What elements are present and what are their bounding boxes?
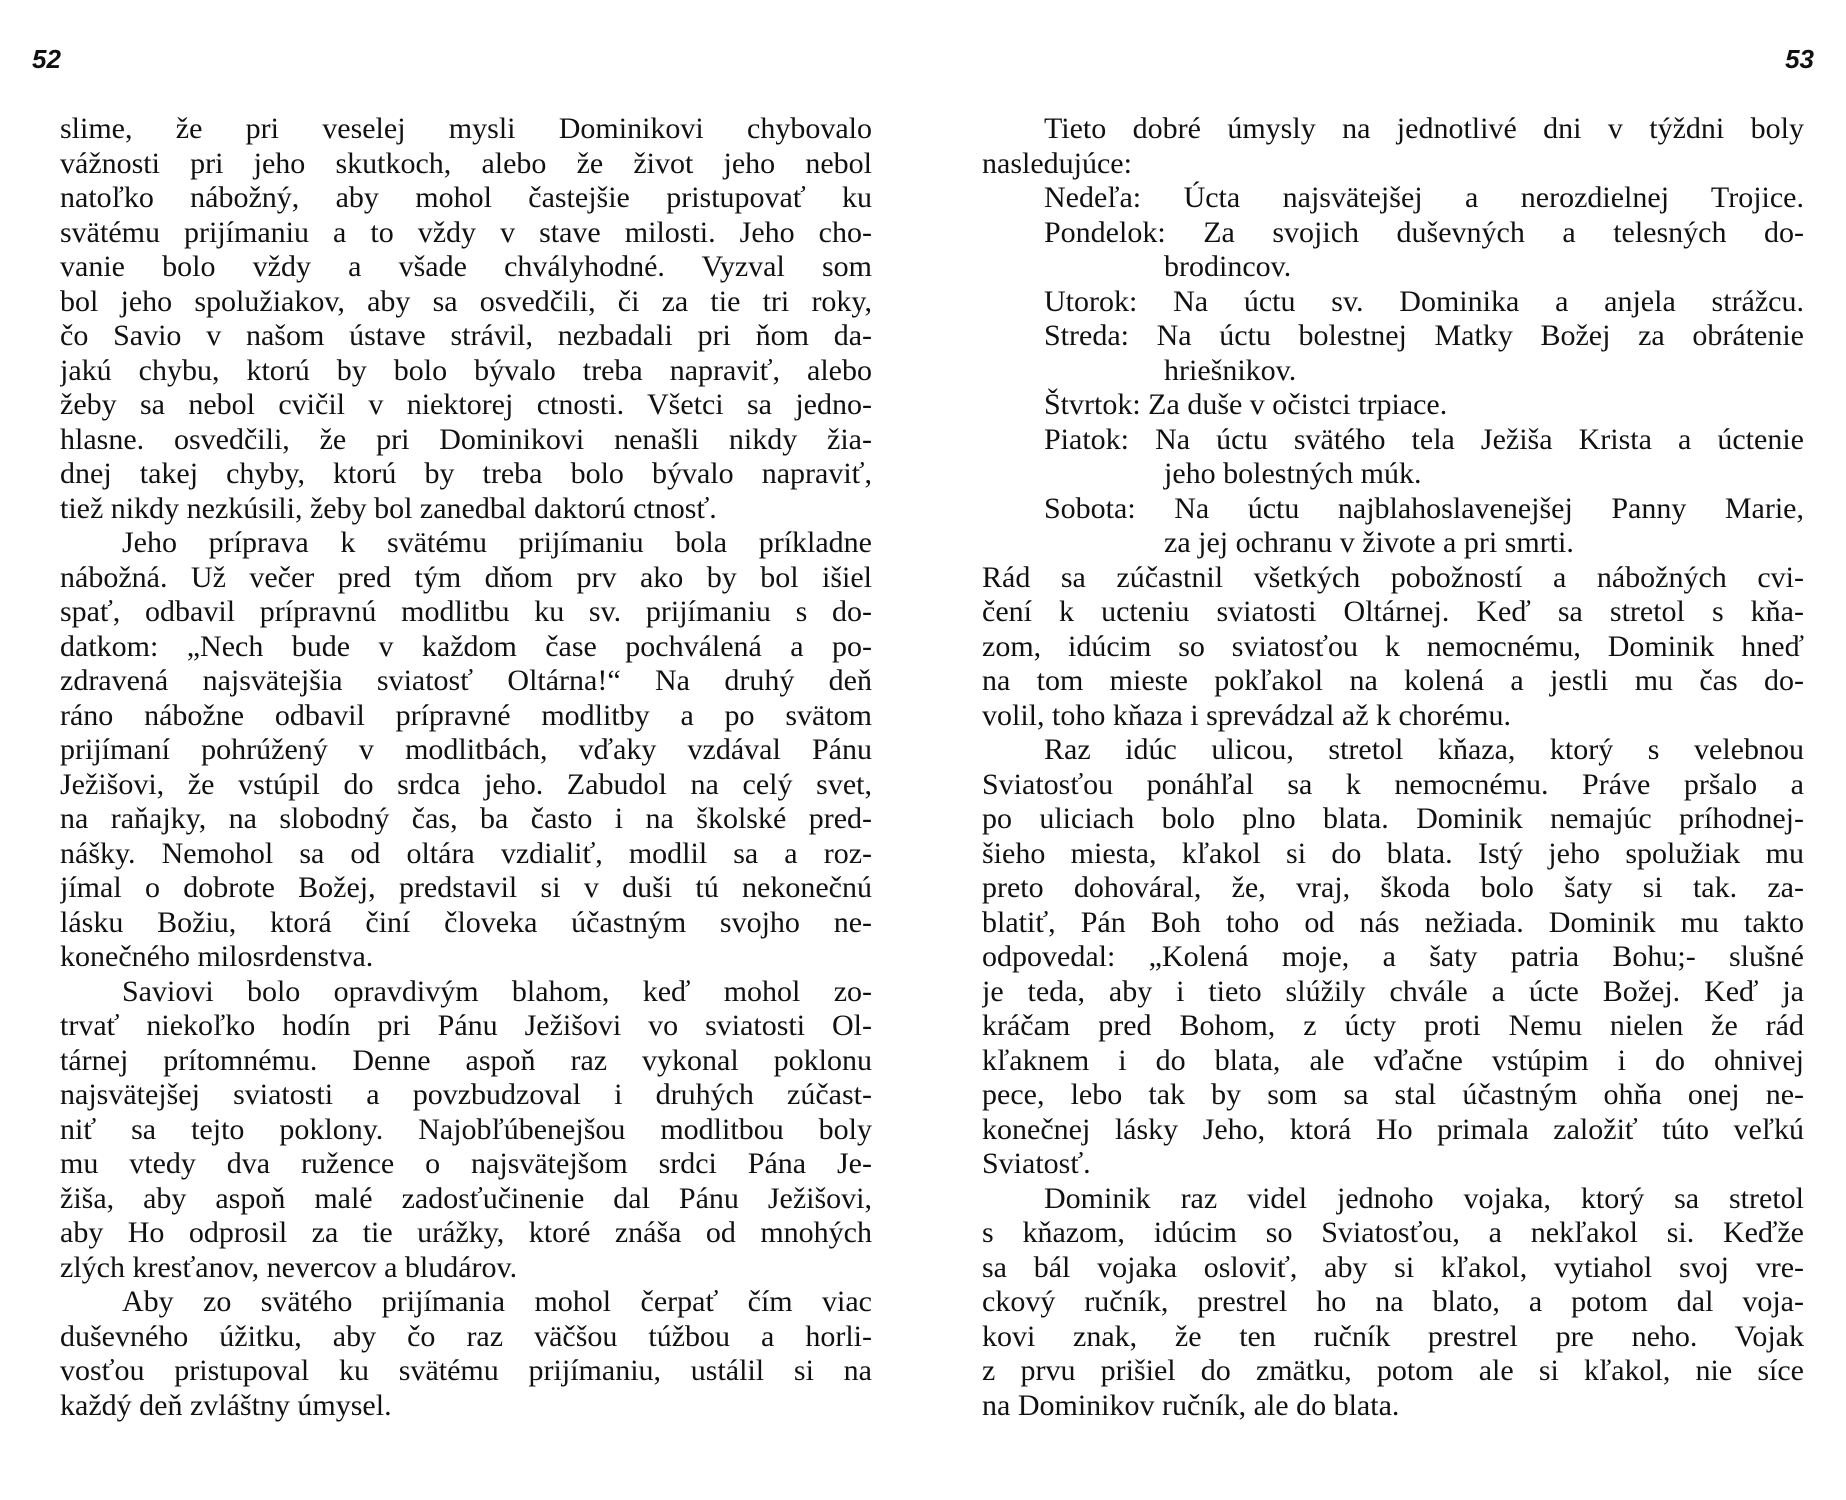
text-line: Sviatosť. <box>982 1147 1091 1180</box>
text-line: na Dominikov ručník, ale do blata. <box>982 1388 1400 1422</box>
text-line: zom, idúcim so sviatosťou k nemocnému, Dominik hneď <box>982 629 1804 663</box>
text-line: duševného úžitku, aby čo raz väčšou túžbou a horli- <box>60 1319 872 1353</box>
text-line: Pondelok: Za svojich duševných a telesných do- <box>1044 215 1804 249</box>
text-line: Aby zo svätého prijímania mohol čerpať čím viac <box>122 1285 872 1318</box>
text-line: spať, odbavil prípravnú modlitbu ku sv. prijímaniu s do- <box>60 595 872 628</box>
text-line: bol jeho spolužiakov, aby sa osvedčili, či za tie tri roky, <box>60 284 872 318</box>
text-line: tiež nikdy nezkúsili, žeby bol zanedbal daktorú ctnosť. <box>60 491 717 525</box>
text-line: nášky. Nemohol sa od oltára vzdialiť, modlil sa a roz- <box>60 836 872 870</box>
text-line: Sviatosťou ponáhľal sa k nemocnému. Práve pršalo a <box>982 767 1804 801</box>
text-line: blatiť, Pán Boh toho od nás nežiada. Dominik mu takto <box>982 905 1804 939</box>
text-line: kľaknem i do blata, ale vďačne vstúpim i do ohnivej <box>982 1043 1804 1077</box>
text-line: nábožná. Už večer pred tým dňom prv ako by bol išiel <box>60 560 872 594</box>
text-line: každý deň zvláštny úmysel. <box>60 1388 392 1422</box>
text-line: trvať niekoľko hodín pri Pánu Ježišovi vo sviatosti Ol- <box>60 1009 872 1042</box>
text-line: hlasne. osvedčili, že pri Dominikovi nenašli nikdy žia- <box>60 422 872 456</box>
text-line: kovi znak, že ten ručník prestrel pre neho. Vojak <box>982 1319 1804 1353</box>
text-line: hriešnikov. <box>1164 353 1297 387</box>
text-line: ckový ručník, prestrel ho na blato, a potom dal voja- <box>982 1285 1804 1318</box>
text-line: tárnej prítomnému. Denne aspoň raz vykonal poklonu <box>60 1043 872 1077</box>
text-line: ráno nábožne odbavil prípravné modlitby a po svätom <box>60 698 872 732</box>
text-line: konečného milosrdenstva. <box>60 940 374 973</box>
text-line: na tom mieste pokľakol na kolená a jestli mu čas do- <box>982 664 1804 697</box>
text-line: nasledujúce: <box>982 146 1132 180</box>
text-line: natoľko nábožný, aby mohol častejšie pristupovať ku <box>60 181 872 214</box>
text-line: aby Ho odprosil za tie urážky, ktoré znáša od mnohých <box>60 1216 872 1249</box>
text-line: pece, lebo tak by som sa stal účastným ohňa onej ne- <box>982 1078 1804 1111</box>
text-line: jeho bolestných múk. <box>1164 457 1422 490</box>
text-line: jímal o dobrote Božej, predstavil si v duši tú nekonečnú <box>60 871 872 904</box>
text-line: Piatok: Na úctu svätého tela Ježiša Krista a úctenie <box>1044 422 1804 456</box>
text-line: datkom: „Nech bude v každom čase pochválená a po- <box>60 629 872 663</box>
text-line: Streda: Na úctu bolestnej Matky Božej za obrátenie <box>1044 319 1804 352</box>
text-line: zdravená najsvätejšia sviatosť Oltárna!“ Na druhý deň <box>60 664 872 697</box>
text-line: za jej ochranu v živote a pri smrti. <box>1164 526 1574 559</box>
text-line: Tieto dobré úmysly na jednotlivé dni v týždni boly <box>1044 112 1804 145</box>
text-line: konečnej lásky Jeho, ktorá Ho primala založiť túto veľkú <box>982 1112 1804 1146</box>
text-line: vážnosti pri jeho skutkoch, alebo že život jeho nebol <box>60 146 872 180</box>
text-line: odpovedal: „Kolená moje, a šaty patria Bohu;- slušné <box>982 940 1804 973</box>
text-line: slime, že pri veselej mysli Dominikovi chybovalo <box>60 112 872 145</box>
text-line: volil, toho kňaza i sprevádzal až k chorému. <box>982 698 1511 732</box>
page-number-right: 53 <box>1785 44 1814 74</box>
text-line: Sobota: Na úctu najblahoslavenejšej Panny Marie, <box>1044 491 1804 525</box>
text-line: sa bál vojaka osloviť, aby si kľakol, vytiahol svoj vre- <box>982 1250 1804 1284</box>
text-line: brodincov. <box>1164 250 1292 283</box>
text-line: z prvu prišiel do zmätku, potom ale si kľakol, nie síce <box>982 1354 1804 1387</box>
text-line: niť sa tejto poklony. Najobľúbenejšou modlitbou boly <box>60 1112 872 1146</box>
text-line: Dominik raz videl jednoho vojaka, ktorý sa stretol <box>1044 1181 1804 1215</box>
text-line: šieho miesta, kľakol si do blata. Istý jeho spolužiak mu <box>982 836 1804 870</box>
text-line: po uliciach bolo plno blata. Dominik nemajúc príhodnej- <box>982 802 1804 835</box>
text-line: Saviovi bolo opravdivým blahom, keď mohol zo- <box>122 974 872 1008</box>
text-line: Raz idúc ulicou, stretol kňaza, ktorý s velebnou <box>1044 733 1804 766</box>
text-line: svätému prijímaniu a to vždy v stave milosti. Jeho cho- <box>60 215 872 249</box>
page-number-left: 52 <box>32 44 61 74</box>
text-line: je teda, aby i tieto slúžily chvále a úcte Božej. Keď ja <box>982 974 1804 1008</box>
text-line: kráčam pred Bohom, z úcty proti Nemu nielen že rád <box>982 1009 1804 1042</box>
text-line: lásku Božiu, ktorá činí človeka účastným svojho ne- <box>60 905 872 939</box>
text-line: vosťou pristupoval ku svätému prijímaniu, ustálil si na <box>60 1354 872 1387</box>
text-line: čo Savio v našom ústave strávil, nezbadali pri ňom da- <box>60 319 872 352</box>
text-line: Štvrtok: Za duše v očistci trpiace. <box>1044 388 1448 421</box>
text-line: Utorok: Na úctu sv. Dominika a anjela strážcu. <box>1044 284 1804 318</box>
text-line: jakú chybu, ktorú by bolo bývalo treba napraviť, alebo <box>60 353 872 387</box>
text-line: dnej takej chyby, ktorú by treba bolo bývalo napraviť, <box>60 457 872 490</box>
text-line: Ježišovi, že vstúpil do srdca jeho. Zabudol na celý svet, <box>60 767 872 801</box>
text-line: prijímaní pohrúžený v modlitbách, vďaky vzdával Pánu <box>60 733 872 766</box>
left-page-text <box>60 112 872 1423</box>
text-line: preto dohováral, že, vraj, škoda bolo šaty si tak. za- <box>982 871 1804 904</box>
text-line: Nedeľa: Úcta najsvätejšej a nerozdielnej Trojice. <box>1044 181 1804 214</box>
text-line: najsvätejšej sviatosti a povzbudzoval i druhých zúčast- <box>60 1078 872 1111</box>
right-page-text <box>982 112 1804 1423</box>
text-line: žeby sa nebol cvičil v niektorej ctnosti. Všetci sa jedno- <box>60 388 872 421</box>
text-line: Jeho príprava k svätému prijímaniu bola príkladne <box>122 526 872 559</box>
text-line: vanie bolo vždy a všade chvályhodné. Vyzval som <box>60 250 872 283</box>
text-line: s kňazom, idúcim so Sviatosťou, a nekľakol si. Keďže <box>982 1216 1804 1249</box>
text-line: zlých kresťanov, nevercov a bludárov. <box>60 1250 518 1284</box>
text-line: Rád sa zúčastnil všetkých pobožností a nábožných cvi- <box>982 560 1804 594</box>
text-line: mu vtedy dva ružence o najsvätejšom srdci Pána Je- <box>60 1147 872 1180</box>
text-line: žiša, aby aspoň malé zadosťučinenie dal Pánu Ježišovi, <box>60 1181 872 1215</box>
text-line: čení k ucteniu sviatosti Oltárnej. Keď sa stretol s kňa- <box>982 595 1804 628</box>
text-line: na raňajky, na slobodný čas, ba často i na školské pred- <box>60 802 872 835</box>
